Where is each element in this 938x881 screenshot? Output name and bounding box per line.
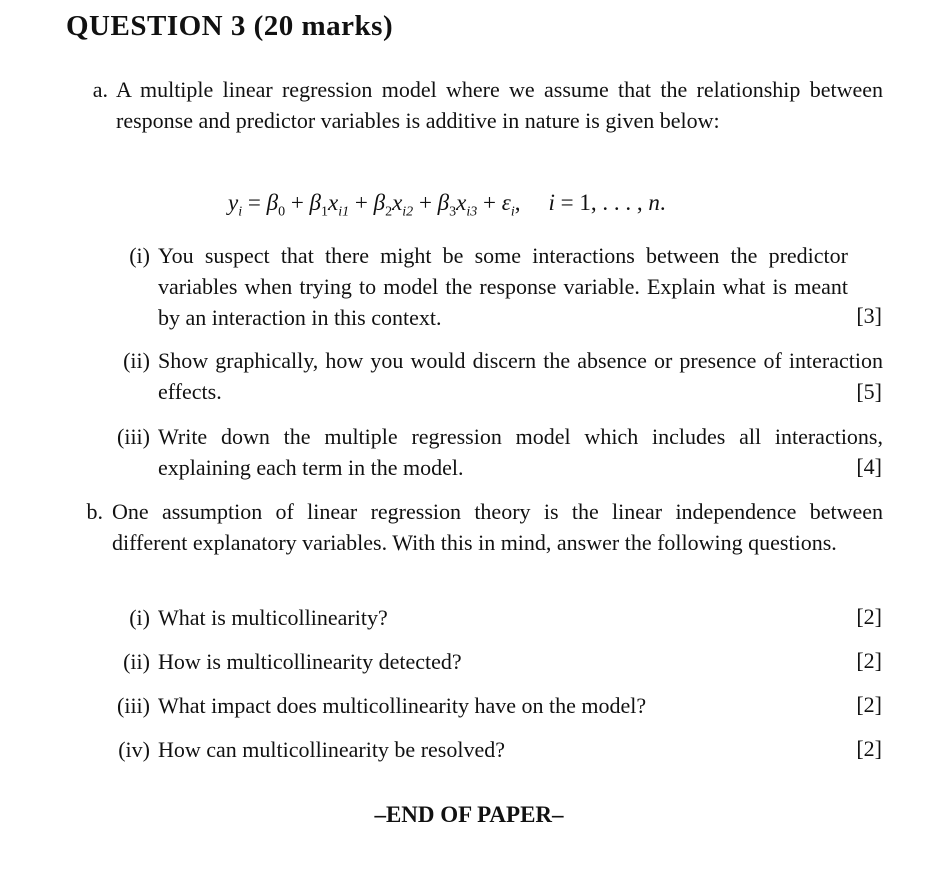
item-label: (iv) <box>118 737 150 762</box>
item-text: Write down the multiple regression model which includes all interactions, explaining each term in the model. <box>158 424 883 480</box>
part-b-item-iv <box>0 734 938 765</box>
marks-b-iv: [2] <box>856 736 882 761</box>
part-b-item-i <box>0 602 938 633</box>
item-label: (iii) <box>117 424 150 449</box>
item-text: You suspect that there might be some interactions between the predictor variables when trying to model the response variable. Explain what is meant by an interaction in this context. <box>158 243 848 330</box>
marks-a-ii: [5] <box>856 379 882 404</box>
part-a-label: a. <box>92 77 108 102</box>
marks-b-iii: [2] <box>856 692 882 717</box>
item-text: How is multicollinearity detected? <box>158 649 462 674</box>
part-b-item-ii <box>0 646 938 677</box>
item-label: (i) <box>129 605 150 630</box>
part-a-item-i <box>0 240 938 335</box>
marks-b-ii: [2] <box>856 648 882 673</box>
item-label: (i) <box>129 243 150 268</box>
part-b-label: b. <box>86 499 103 524</box>
end-of-paper: –END OF PAPER– <box>374 802 564 827</box>
part-b <box>0 496 938 591</box>
part-a-item-ii <box>0 345 938 407</box>
item-text: What is multicollinearity? <box>158 605 388 630</box>
part-b-intro: One assumption of linear regression theory is the linear independence between different explanatory variables. With this in mind, answer the following questions. <box>112 499 883 555</box>
part-a-item-iii <box>0 421 938 483</box>
item-label: (ii) <box>123 649 150 674</box>
question-title: QUESTION 3 (20 marks) <box>66 10 394 42</box>
item-label: (ii) <box>123 348 150 373</box>
marks-a-iii: [4] <box>856 454 882 479</box>
part-a <box>0 74 938 174</box>
part-a-intro: A multiple linear regression model where we assume that the relationship between response and predictor variables is additive in nature is given below: <box>116 77 883 133</box>
marks-b-i: [2] <box>856 604 882 629</box>
regression-equation: $y_i = \beta_0 + \beta_1x_{i1} + \beta_2x_{i2} + \beta_3x_{i3} + \varepsilon_i$, i = 1, . . . , n. <box>228 190 666 220</box>
part-b-item-iii <box>0 690 938 721</box>
item-text: Show graphically, how you would discern the absence or presence of interaction effects. <box>158 348 883 404</box>
eq-lhs: y <box>228 190 239 215</box>
marks-a-i: [3] <box>856 303 882 328</box>
item-label: (iii) <box>117 693 150 718</box>
item-text: How can multicollinearity be resolved? <box>158 737 505 762</box>
item-text: What impact does multicollinearity have on the model? <box>158 693 647 718</box>
